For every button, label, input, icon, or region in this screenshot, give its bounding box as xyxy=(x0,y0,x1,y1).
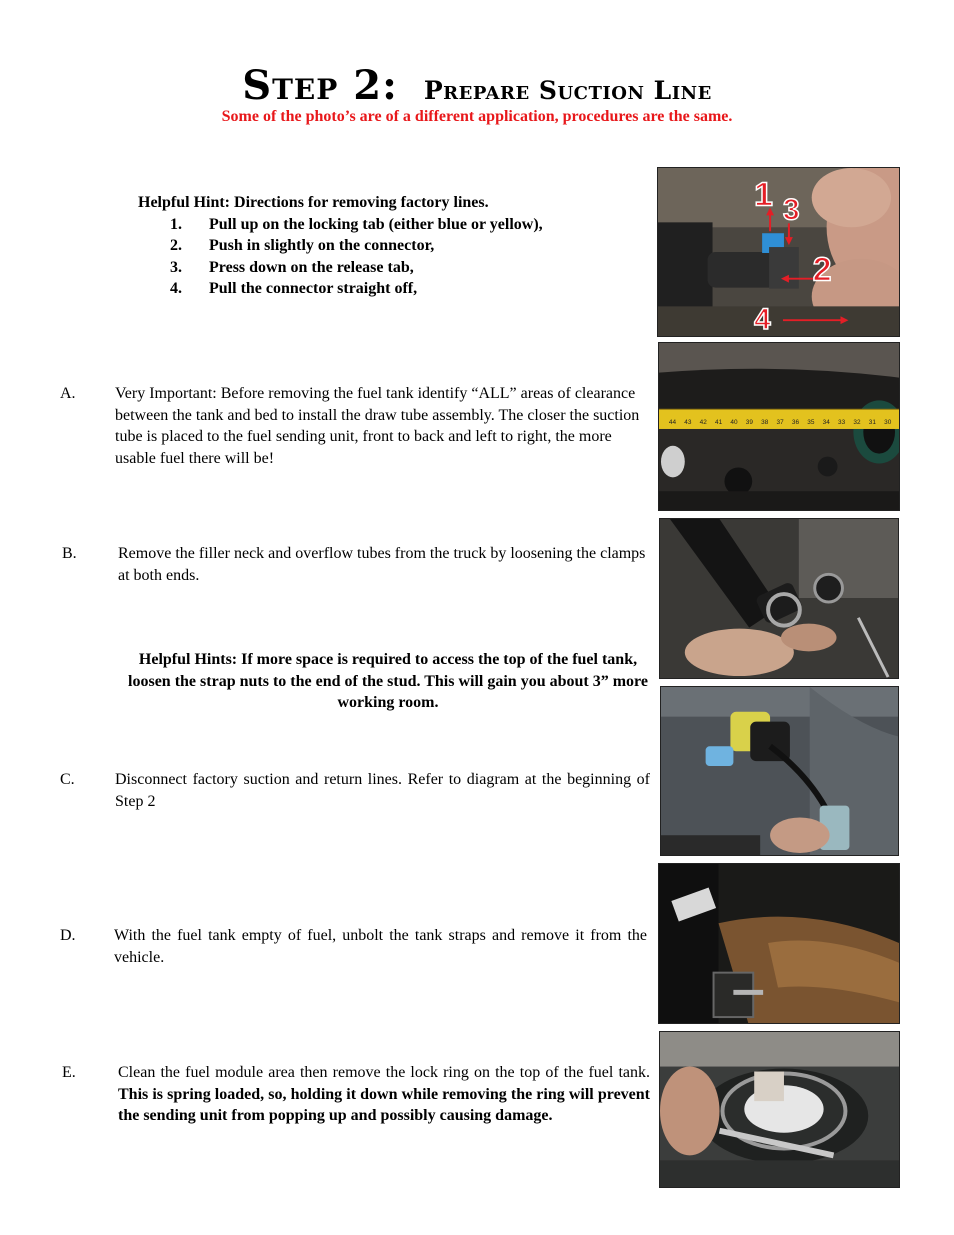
step-text: Remove the filler neck and overflow tubes from the truck by loosening the clamps at both ends. xyxy=(118,545,646,584)
tape-number: 32 xyxy=(853,419,861,427)
lock-ring-photo xyxy=(660,1032,899,1187)
tape-number: 39 xyxy=(745,419,753,427)
list-item xyxy=(138,257,543,279)
step-text: With the fuel tank empty of fuel, unbolt the tank straps and remove it from the vehicle. xyxy=(114,927,647,966)
step-label: C. xyxy=(60,771,75,788)
step-c xyxy=(60,769,652,819)
hint-removal xyxy=(138,192,543,300)
step-text xyxy=(118,1062,650,1127)
step-text-plain: Clean the fuel module area then remove the lock ring on the top of the fuel tank. xyxy=(118,1064,650,1081)
step-label: B. xyxy=(62,545,77,562)
callout-3: 3 xyxy=(782,193,800,227)
tape-number: 31 xyxy=(868,419,876,427)
tape-number: 33 xyxy=(838,419,846,427)
tape-number: 34 xyxy=(822,419,830,427)
tape-number: 42 xyxy=(699,419,707,427)
filler-neck-photo xyxy=(660,519,898,678)
callout-1: 1 xyxy=(754,176,773,214)
hint-space: Helpful Hints: If more space is required to access the top of the fuel tank, loosen the strap nuts to the end of the stud. This will gain you about 3” more working room. xyxy=(128,651,648,711)
callout-4: 4 xyxy=(754,303,771,336)
step-label: A. xyxy=(60,385,76,402)
step-label: D. xyxy=(60,927,76,944)
tape-number: 44 xyxy=(668,419,677,427)
list-item xyxy=(138,278,543,300)
photo-connectors xyxy=(660,686,899,856)
step-text: Very Important: Before removing the fuel tank identify “ALL” areas of clearance between the tank and bed to install the draw tube assembly. The closer the suction tube is placed to the fuel sending unit, front to back and left to right, the more usable fuel there will be! xyxy=(115,385,640,467)
tape-number: 36 xyxy=(791,419,800,427)
item-text: Pull the connector straight off, xyxy=(209,280,418,297)
item-number: 4. xyxy=(170,280,182,297)
step-subtitle: Prepare Suction Line xyxy=(423,76,712,105)
step-title: Step 2: xyxy=(242,62,398,109)
step-e xyxy=(62,1062,654,1157)
item-number: 3. xyxy=(170,258,182,276)
tape-number: 43 xyxy=(684,419,692,427)
tape-number: 35 xyxy=(807,419,815,427)
photo-lock-ring xyxy=(659,1031,900,1188)
step-b xyxy=(62,543,658,593)
item-text: Push in slightly on the connector, xyxy=(209,237,435,254)
photo-tape-measure xyxy=(658,342,900,511)
photo-connector-callouts xyxy=(657,167,900,337)
item-text: Press down on the release tab, xyxy=(209,258,414,276)
step-text: Disconnect factory suction and return lines. Refer to diagram at the beginning of Step 2 xyxy=(115,771,650,810)
step-d xyxy=(60,925,650,975)
step-label: E. xyxy=(62,1064,76,1081)
photo-tank-strap xyxy=(658,863,900,1024)
tank-strap-photo xyxy=(659,864,899,1023)
item-number: 1. xyxy=(170,215,182,233)
tape-numbers xyxy=(669,419,892,426)
application-note: Some of the photo’s are of a different application, procedures are the same. xyxy=(221,108,733,125)
tape-number: 41 xyxy=(715,419,723,427)
connector-photo xyxy=(658,168,899,336)
tape-number: 30 xyxy=(884,419,892,427)
connectors-photo xyxy=(661,687,898,855)
step-text-bold: This is spring loaded, so, holding it down while removing the ring will prevent the sending unit from popping up and possibly causing damage. xyxy=(118,1085,650,1124)
item-text: Pull up on the locking tab (either blue or yellow), xyxy=(209,215,543,233)
tape-number: 37 xyxy=(776,419,784,427)
tape-measure-photo xyxy=(659,343,899,510)
photo-filler-neck xyxy=(659,518,899,679)
tape-number: 38 xyxy=(761,419,769,427)
hint-removal-title: Helpful Hint: Directions for removing factory lines. xyxy=(138,194,489,211)
item-number: 2. xyxy=(170,237,182,254)
list-item xyxy=(138,235,543,257)
list-item xyxy=(138,214,543,236)
step-a xyxy=(60,383,652,473)
callout-2: 2 xyxy=(812,251,832,289)
hint-removal-list xyxy=(138,214,543,300)
page-title xyxy=(0,62,954,109)
tape-number: 40 xyxy=(730,419,738,427)
